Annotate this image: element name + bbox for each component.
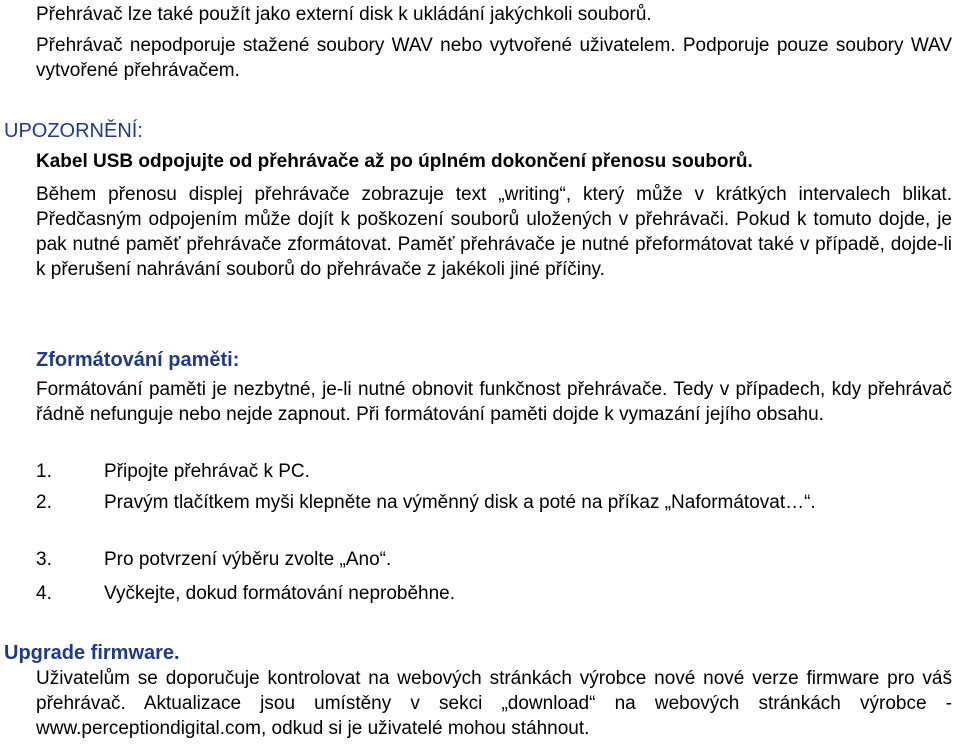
upgrade-body: Uživatelům se doporučuje kontrolovat na webových stránkách výrobce nové nové verze firmware pro váš přehrávač. Aktualizace jsou umístěny v sekci „download“ na webových stránkách výrobce - www.perceptiondigital.com, odkud si je uživatelé mohou stáhnout. xyxy=(36,668,952,739)
intro-line-2: Přehrávač nepodporuje stažené soubory WAV nebo vytvořené uživatelem. Podporuje pouze soubory WAV vytvořené přehrávačem. xyxy=(36,35,952,81)
upgrade-title: Upgrade firmware. xyxy=(4,642,180,664)
format-step-4 xyxy=(36,581,952,606)
warning-section xyxy=(36,149,952,282)
warning-title: UPOZORNĚNÍ: xyxy=(4,120,143,142)
format-body: Formátování paměti je nezbytné, je-li nutné obnovit funkčnost přehrávače. Tedy v případech, kdy přehrávač řádně nefunguje nebo nejde zapnout. Při formátování paměti dojde k vymazání jejího obsahu. xyxy=(36,379,952,425)
step-number: 4. xyxy=(36,583,52,604)
step-text: Pravým tlačítkem myši klepněte na výměnný disk a poté na příkaz „Naformátovat…“. xyxy=(104,492,816,513)
warning-body: Během přenosu displej přehrávače zobrazuje text „writing“, který může v krátkých intervalech blikat. Předčasným odpojením může dojít k poškození souborů uložených v přehrávači. Pokud k tomuto dojde, je pak nutné paměť přehrávače zformátovat. Paměť přehrávače je nutné přeformátovat také v případě, dojde-li k přerušení nahrávání souborů do přehrávače z jakékoli jiné příčiny. xyxy=(36,184,952,280)
format-step-2 xyxy=(36,490,952,515)
intro-line-1: Přehrávač lze také použít jako externí disk k ukládání jakýchkoli souborů. xyxy=(36,4,652,25)
step-number: 2. xyxy=(36,492,52,513)
format-step-1 xyxy=(36,459,952,484)
step-text: Pro potvrzení výběru zvolte „Ano“. xyxy=(104,549,392,570)
step-number: 3. xyxy=(36,549,52,570)
step-text: Vyčkejte, dokud formátování neproběhne. xyxy=(104,583,456,604)
format-title: Zformátování paměti: xyxy=(36,349,240,371)
step-text: Připojte přehrávač k PC. xyxy=(104,461,310,482)
step-number: 1. xyxy=(36,461,52,482)
warning-subtitle: Kabel USB odpojujte od přehrávače až po úplném dokončení přenosu souborů. xyxy=(36,151,753,172)
format-step-3 xyxy=(36,547,952,572)
format-section xyxy=(36,347,952,427)
